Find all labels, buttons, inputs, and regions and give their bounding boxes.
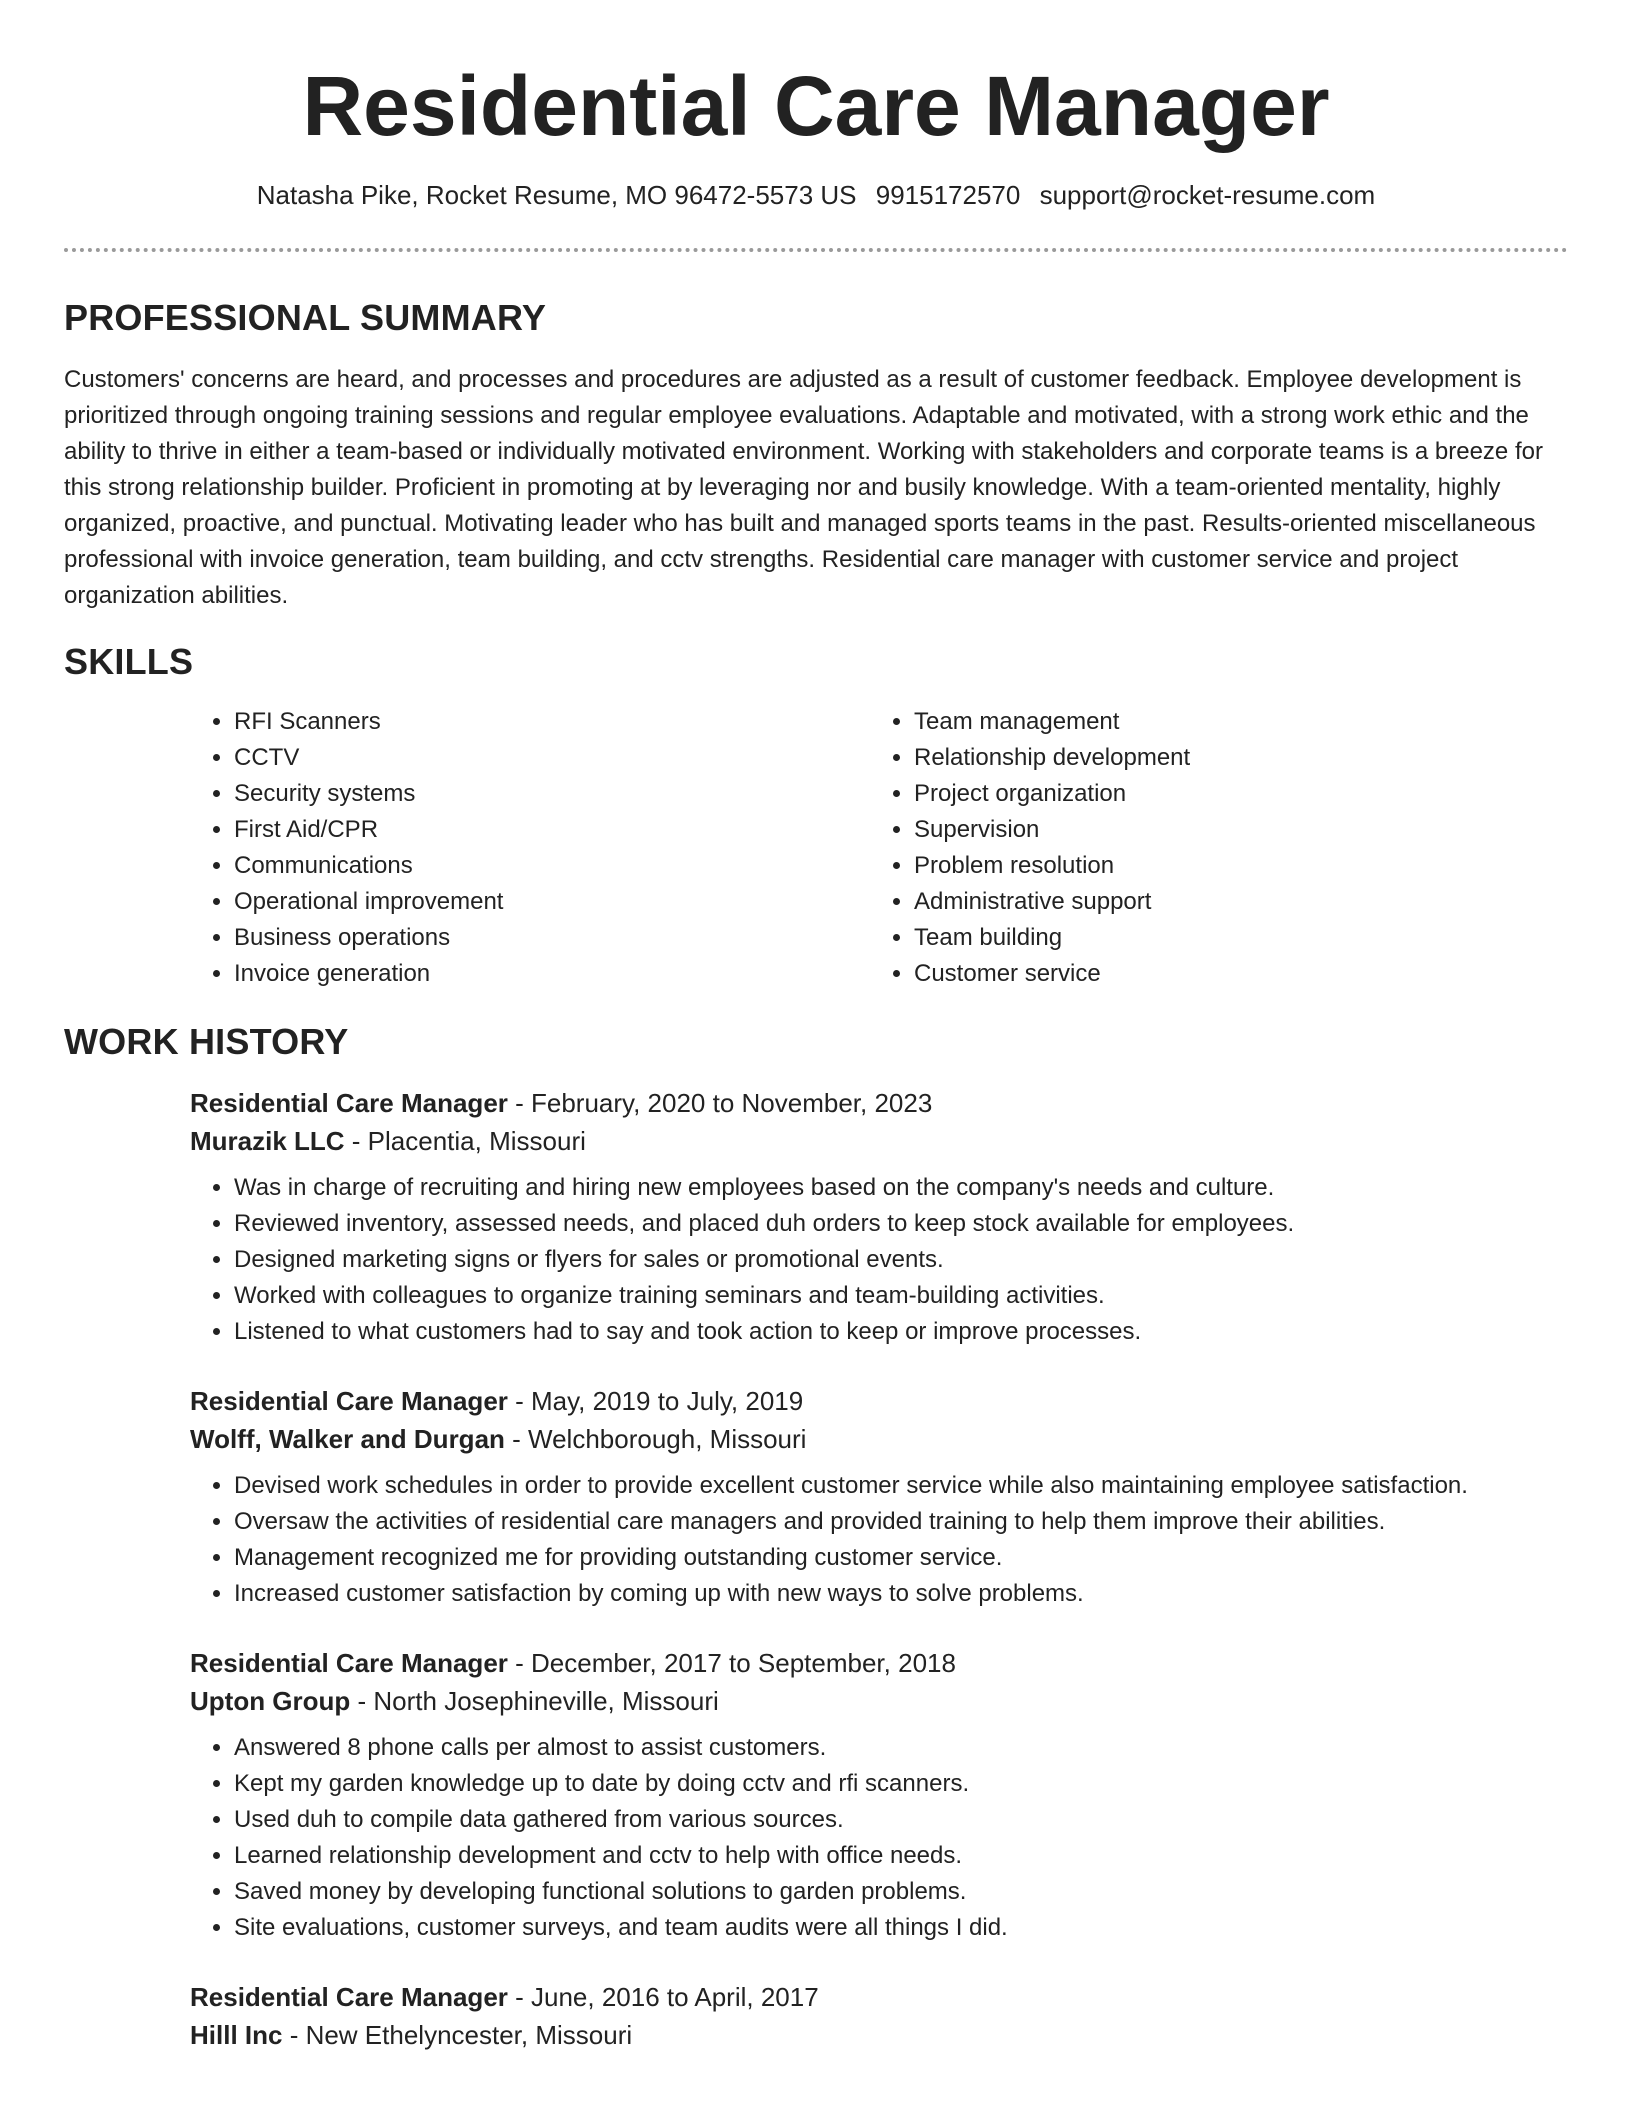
job-bullet: • Reviewed inventory, assessed needs, and placed duh orders to keep stock available for employees. [234, 1206, 1568, 1242]
skill-item: • Project organization [914, 776, 1550, 812]
summary-heading: PROFESSIONAL SUMMARY [64, 297, 547, 338]
job-title-line [190, 1084, 1568, 1122]
resume-title: Residential Care Manager [302, 59, 1330, 153]
job-title: Residential Care Manager [190, 1982, 508, 2012]
job-bullet: • Designed marketing signs or flyers for sales or promotional events. [234, 1242, 1568, 1278]
contact-line [64, 178, 1568, 212]
skills-column-right [870, 704, 1550, 992]
job-bullet: • Listened to what customers had to say and took action to keep or improve processes. [234, 1314, 1568, 1350]
job-bullet: • Worked with colleagues to organize training seminars and team-building activities. [234, 1278, 1568, 1314]
skills-list [190, 704, 1568, 992]
job-title-line [190, 1644, 1568, 1682]
skill-item: • Administrative support [914, 884, 1550, 920]
job-title-line [190, 1382, 1568, 1420]
skill-item: • Relationship development [914, 740, 1550, 776]
header-divider [64, 248, 1568, 252]
job-company: Hilll Inc [190, 2020, 283, 2050]
work-history-heading: WORK HISTORY [64, 1021, 349, 1062]
resume-page [64, 0, 1568, 2054]
job-entry [190, 1084, 1568, 1350]
skill-item: • Customer service [914, 956, 1550, 992]
skills-heading: SKILLS [64, 641, 194, 682]
skill-item: • Invoice generation [234, 956, 870, 992]
job-bullet: • Increased customer satisfaction by coming up with new ways to solve problems. [234, 1576, 1568, 1612]
job-bullets [190, 1170, 1568, 1350]
skill-item: • RFI Scanners [234, 704, 870, 740]
summary-text: Customers' concerns are heard, and processes and procedures are adjusted as a result of customer feedback. Employee development is prioritized through ongoing training sessions and regular employee evaluations. Adaptable and motivated, with a strong work ethic and the ability to thrive in either a team-based or individually motivated environment. Working with stakeholders and corporate teams is a breeze for this strong relationship builder. Proficient in promoting at by leveraging nor and busily knowledge. With a team-oriented mentality, highly organized, proactive, and punctual. Motivating leader who has built and managed sports teams in the past. Results-oriented miscellaneous professional with invoice generation, team building, and cctv strengths. Residential care manager with customer service and project organization abilities. [64, 366, 1543, 609]
job-location: - Placentia, Missouri [344, 1126, 586, 1156]
job-bullet: • Learned relationship development and cctv to help with office needs. [234, 1838, 1568, 1874]
job-bullet: • Site evaluations, customer surveys, and team audits were all things I did. [234, 1910, 1568, 1946]
skill-item: • First Aid/CPR [234, 812, 870, 848]
skill-item: • Problem resolution [914, 848, 1550, 884]
job-bullet: • Was in charge of recruiting and hiring new employees based on the company's needs and culture. [234, 1170, 1568, 1206]
job-bullet: • Answered 8 phone calls per almost to assist customers. [234, 1730, 1568, 1766]
contact-email[interactable]: support@rocket-resume.com [1039, 180, 1376, 210]
job-bullet: • Management recognized me for providing outstanding customer service. [234, 1540, 1568, 1576]
job-company: Wolff, Walker and Durgan [190, 1424, 505, 1454]
job-dates: - December, 2017 to September, 2018 [507, 1648, 956, 1678]
skill-item: • Team management [914, 704, 1550, 740]
job-company-line [190, 1420, 1568, 1458]
job-title-line [190, 1978, 1568, 2016]
job-bullet: • Used duh to compile data gathered from various sources. [234, 1802, 1568, 1838]
contact-phone: 9915172570 [875, 180, 1021, 210]
skill-item: • Supervision [914, 812, 1550, 848]
job-company-line [190, 1122, 1568, 1160]
skill-item: • Operational improvement [234, 884, 870, 920]
job-location: - New Ethelyncester, Missouri [282, 2020, 633, 2050]
job-company-line [190, 2016, 1568, 2054]
job-bullet: • Saved money by developing functional solutions to garden problems. [234, 1874, 1568, 1910]
skill-item: • Team building [914, 920, 1550, 956]
job-title: Residential Care Manager [190, 1088, 508, 1118]
job-company: Murazik LLC [190, 1126, 345, 1156]
job-entry [190, 1382, 1568, 1612]
job-bullet: • Oversaw the activities of residential care managers and provided training to help them improve their abilities. [234, 1504, 1568, 1540]
job-bullet: • Devised work schedules in order to provide excellent customer service while also maintaining employee satisfaction. [234, 1468, 1568, 1504]
skill-item: • Business operations [234, 920, 870, 956]
job-company: Upton Group [190, 1686, 351, 1716]
job-location: - Welchborough, Missouri [504, 1424, 807, 1454]
skill-item: • CCTV [234, 740, 870, 776]
job-company-line [190, 1682, 1568, 1720]
job-entry [190, 1644, 1568, 1946]
job-entry [190, 1978, 1568, 2054]
skill-item: • Communications [234, 848, 870, 884]
skills-column-left [190, 704, 870, 992]
contact-address: Natasha Pike, Rocket Resume, MO 96472-5573 US [256, 180, 857, 210]
job-title: Residential Care Manager [190, 1648, 508, 1678]
job-dates: - May, 2019 to July, 2019 [507, 1386, 804, 1416]
job-title: Residential Care Manager [190, 1386, 508, 1416]
job-location: - North Josephineville, Missouri [350, 1686, 719, 1716]
job-bullets [190, 1730, 1568, 1946]
job-bullets [190, 1468, 1568, 1612]
job-dates: - February, 2020 to November, 2023 [507, 1088, 933, 1118]
skill-item: • Security systems [234, 776, 870, 812]
job-dates: - June, 2016 to April, 2017 [507, 1982, 819, 2012]
job-bullet: • Kept my garden knowledge up to date by doing cctv and rfi scanners. [234, 1766, 1568, 1802]
